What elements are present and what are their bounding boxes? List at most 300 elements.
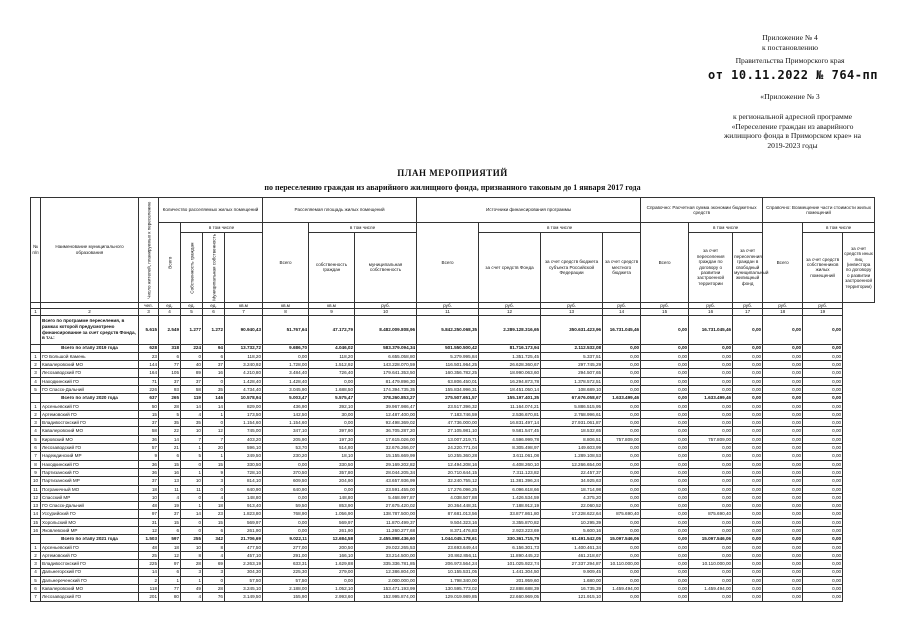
- value-cell: 0,00: [763, 535, 803, 543]
- value-cell: 4: [181, 410, 203, 418]
- value-cell: 12: [159, 551, 181, 559]
- header-comp-incl: в том числе: [803, 223, 875, 233]
- value-cell: 30,00: [309, 410, 355, 418]
- value-cell: 8: [203, 543, 225, 551]
- value-cell: 0,00: [763, 386, 803, 394]
- municipality-name: Партизанский ГО: [41, 468, 139, 476]
- table-row: [31, 444, 875, 452]
- value-cell: 1: [159, 576, 181, 584]
- value-cell: 18: [139, 485, 159, 493]
- value-cell: 7.188.912,19: [479, 502, 541, 510]
- municipality-name: Кировский МО: [41, 435, 139, 443]
- table-row: [31, 468, 875, 476]
- value-cell: 0,00: [763, 377, 803, 385]
- value-cell: 23.591.455,00: [355, 485, 417, 493]
- value-cell: 0,00: [733, 444, 763, 452]
- value-cell: 0,00: [603, 386, 641, 394]
- value-cell: 0,00: [603, 452, 641, 460]
- value-cell: 0,00: [763, 485, 803, 493]
- value-cell: 155.197.401,35: [479, 394, 541, 402]
- value-cell: 457,10: [225, 551, 263, 559]
- value-cell: 0,00: [733, 518, 763, 526]
- value-cell: 149.603,99: [541, 444, 603, 452]
- municipality-name: Владивостокский ГО: [41, 419, 139, 427]
- header-count-group: Количество расселяемых жилых помещений: [159, 198, 263, 223]
- value-cell: 335.336.781,85: [355, 560, 417, 568]
- value-cell: 18: [159, 543, 181, 551]
- value-cell: 36: [139, 460, 159, 468]
- document-subtitle: по переселению граждан из аварийного жилищного фонда, признанного таковым до 1 января 2017 года: [264, 183, 641, 192]
- municipality-name: Кавалеровский МО: [41, 361, 139, 369]
- value-cell: 357,80: [309, 468, 355, 476]
- value-cell: 9.504.323,16: [417, 518, 479, 526]
- value-cell: 164: [139, 369, 159, 377]
- value-cell: 0,00: [641, 468, 689, 476]
- value-cell: 0,00: [689, 477, 733, 485]
- header-name: Наименование муниципального образования: [41, 198, 139, 303]
- value-cell: 47.172,79: [309, 315, 355, 344]
- value-cell: 728,10: [225, 468, 263, 476]
- value-cell: 58: [139, 427, 159, 435]
- value-cell: 0,00: [733, 427, 763, 435]
- value-cell: 29.022.265,53: [355, 543, 417, 551]
- plan-table-container: [30, 197, 875, 633]
- municipality-name: Находкинский ГО: [41, 460, 139, 468]
- value-cell: 28: [159, 402, 181, 410]
- value-cell: 5: [159, 410, 181, 418]
- value-cell: 0,00: [763, 510, 803, 518]
- value-cell: 94: [203, 344, 225, 352]
- value-cell: 8: [181, 551, 203, 559]
- value-cell: 0,00: [763, 315, 803, 344]
- column-number-cell: 1: [31, 309, 41, 315]
- value-cell: 0,00: [733, 394, 763, 402]
- table-row: [31, 518, 875, 526]
- header-count-citizens: Собственность граждан: [181, 233, 203, 303]
- value-cell: 3: [203, 477, 225, 485]
- value-cell: 0,00: [733, 410, 763, 418]
- value-cell: 0: [203, 485, 225, 493]
- value-cell: 0,00: [763, 585, 803, 593]
- value-cell: 5.842.250.068,35: [417, 315, 479, 344]
- value-cell: 119: [181, 394, 203, 402]
- value-cell: 350.631.423,96: [541, 315, 603, 344]
- value-cell: 155.834.996,31: [417, 386, 479, 394]
- header-regional: за счет средств бюджета субъекта Российской Федерации: [541, 233, 603, 303]
- value-cell: 1.728,00: [263, 361, 309, 369]
- municipality-name: Кавалеровский МО: [41, 585, 139, 593]
- value-cell: 0,00: [689, 352, 733, 360]
- value-cell: 757.809,00: [603, 435, 641, 443]
- value-cell: 0,00: [263, 527, 309, 535]
- program-reference: [690, 112, 895, 150]
- row-number: 16: [31, 527, 41, 535]
- value-cell: 63.806.450,01: [417, 377, 479, 385]
- program-ref-line: жилищного фонда в Приморском крае» на: [723, 131, 862, 140]
- value-cell: 4: [181, 593, 203, 601]
- value-cell: 0,00: [803, 315, 843, 344]
- value-cell: 1.441.304,50: [479, 568, 541, 576]
- value-cell: 330.361.715,79: [479, 535, 541, 543]
- value-cell: 15.097.546,06: [603, 535, 641, 543]
- value-cell: 0,00: [763, 518, 803, 526]
- value-cell: 0,00: [689, 444, 733, 452]
- value-cell: 0,00: [733, 551, 763, 559]
- value-cell: 0,00: [763, 410, 803, 418]
- value-cell: 16.294.873,78: [479, 377, 541, 385]
- value-cell: 275.507.651,57: [417, 394, 479, 402]
- value-cell: 16.831.497,14: [479, 419, 541, 427]
- value-cell: 0,00: [763, 419, 803, 427]
- value-cell: 0,00: [603, 444, 641, 452]
- value-cell: 5.615: [139, 315, 159, 344]
- municipality-name: Кавалеровский МО: [41, 427, 139, 435]
- value-cell: 11.890.445,22: [479, 551, 541, 559]
- value-cell: 0,00: [803, 419, 843, 427]
- value-cell: 11.381.396,24: [479, 477, 541, 485]
- value-cell: 116.501.964,25: [417, 361, 479, 369]
- value-cell: 129.019.989,85: [417, 593, 479, 601]
- value-cell: 53,70: [263, 444, 309, 452]
- row-number: 8: [31, 460, 41, 468]
- value-cell: 224: [181, 344, 203, 352]
- municipality-name: Артемовский ГО: [41, 551, 139, 559]
- value-cell: 0,00: [641, 315, 689, 344]
- value-cell: 0,00: [733, 402, 763, 410]
- row-number: 3: [31, 419, 41, 427]
- value-cell: 20.710.644,15: [417, 468, 479, 476]
- value-cell: 5.468.997,87: [355, 493, 417, 501]
- value-cell: 609,50: [263, 477, 309, 485]
- value-cell: 0,00: [763, 551, 803, 559]
- municipality-name: ГО Большой Камень: [41, 352, 139, 360]
- municipality-name: Партизанский МР: [41, 477, 139, 485]
- value-cell: 142,50: [263, 410, 309, 418]
- value-cell: 0,00: [733, 468, 763, 476]
- value-cell: 15: [203, 460, 225, 468]
- value-cell: 166,10: [309, 551, 355, 559]
- value-cell: 0,00: [763, 352, 803, 360]
- value-cell: 0,00: [641, 386, 689, 394]
- value-cell: 279,00: [309, 568, 355, 576]
- value-cell: 461.218,67: [541, 551, 603, 559]
- value-cell: 57,50: [225, 576, 263, 584]
- unit-cell: чел.: [139, 302, 159, 308]
- value-cell: 1.044.045.178,61: [417, 535, 479, 543]
- value-cell: 0,00: [689, 369, 733, 377]
- value-cell: 21.706,69: [225, 535, 263, 543]
- value-cell: 1: [181, 502, 203, 510]
- value-cell: 0,00: [689, 518, 733, 526]
- value-cell: 14: [181, 402, 203, 410]
- value-cell: 0,00: [603, 361, 641, 369]
- value-cell: 12: [203, 427, 225, 435]
- value-cell: 4.038.507,88: [417, 493, 479, 501]
- value-cell: 12.494.208,16: [417, 460, 479, 468]
- municipality-name: Лесозаводский ГО: [41, 369, 139, 377]
- document-title: ПЛАН МЕРОПРИЯТИЙ: [397, 168, 508, 178]
- value-cell: 11.164.074,21: [479, 402, 541, 410]
- value-cell: 1: [181, 444, 203, 452]
- value-cell: 90.940,43: [225, 315, 263, 344]
- unit-cell: кв.м: [263, 302, 309, 308]
- value-cell: 1.688,50: [309, 386, 355, 394]
- column-number-cell: 13: [541, 309, 603, 315]
- unit-cell: руб.: [355, 302, 417, 308]
- row-number: 15: [31, 518, 41, 526]
- value-cell: 173,50: [225, 410, 263, 418]
- value-cell: 130.595.773,02: [417, 585, 479, 593]
- value-cell: 1.154,60: [263, 419, 309, 427]
- header-savings-total: Всего: [641, 223, 689, 303]
- value-cell: 3.245,10: [225, 585, 263, 593]
- value-cell: 1.056,90: [309, 510, 355, 518]
- column-number-cell: 11: [417, 309, 479, 315]
- column-number-cell: 18: [763, 309, 803, 315]
- value-cell: 49: [181, 585, 203, 593]
- table-row: [31, 452, 875, 460]
- value-cell: 2.549: [159, 315, 181, 344]
- value-cell: 0,00: [763, 493, 803, 501]
- value-cell: 37: [159, 377, 181, 385]
- value-cell: 226: [139, 386, 159, 394]
- value-cell: 21: [159, 444, 181, 452]
- value-cell: 0,00: [803, 568, 843, 576]
- value-cell: 2.188,00: [263, 585, 309, 593]
- value-cell: 10.295,39: [541, 518, 603, 526]
- value-cell: 12.266.654,00: [541, 460, 603, 468]
- header-local: за счет средств местного бюджета: [603, 233, 641, 303]
- value-cell: 2.455.898.436,60: [355, 535, 417, 543]
- value-cell: 0,00: [803, 518, 843, 526]
- value-cell: 5.886.515,95: [541, 402, 603, 410]
- value-cell: 1.633.499,46: [603, 394, 641, 402]
- table-row: [31, 427, 875, 435]
- value-cell: 10: [181, 427, 203, 435]
- value-cell: 201: [139, 593, 159, 601]
- header-fund: за счет средств Фонда: [479, 233, 541, 303]
- value-cell: 5.279.995,84: [417, 352, 479, 360]
- table-row: [31, 551, 875, 559]
- value-cell: 4.408.260,10: [479, 460, 541, 468]
- value-cell: 745,00: [225, 427, 263, 435]
- value-cell: 342: [203, 535, 225, 543]
- value-cell: 118: [139, 585, 159, 593]
- value-cell: 913,40: [225, 502, 263, 510]
- value-cell: 0,00: [689, 551, 733, 559]
- row-number: [31, 535, 41, 543]
- value-cell: 0,00: [763, 452, 803, 460]
- value-cell: 0,00: [603, 402, 641, 410]
- row-number: 9: [31, 468, 41, 476]
- column-number-cell: 5: [181, 309, 203, 315]
- value-cell: 20.862.856,11: [417, 551, 479, 559]
- value-cell: 2.536.670,81: [479, 410, 541, 418]
- value-cell: 10.110.000,00: [603, 560, 641, 568]
- value-cell: 35: [159, 419, 181, 427]
- value-cell: 261,90: [309, 527, 355, 535]
- value-cell: 4.046,02: [309, 344, 355, 352]
- header-savings-free-fund: за счет переселения граждан в свободный муниципальный жилищный фонд: [733, 233, 763, 303]
- value-cell: 0,00: [689, 493, 733, 501]
- value-cell: 0,00: [309, 485, 355, 493]
- value-cell: 0,00: [689, 427, 733, 435]
- value-cell: 81.716.173,94: [479, 344, 541, 352]
- value-cell: 0,00: [641, 444, 689, 452]
- value-cell: 10: [181, 477, 203, 485]
- value-cell: 39.967.986,47: [355, 402, 417, 410]
- value-cell: 11.870.499,37: [355, 518, 417, 526]
- value-cell: 0,00: [689, 468, 733, 476]
- value-cell: 14: [139, 568, 159, 576]
- value-cell: 3: [181, 568, 203, 576]
- value-cell: 22.660.969,05: [479, 593, 541, 601]
- unit-cell: руб.: [603, 302, 641, 308]
- value-cell: 0,00: [733, 435, 763, 443]
- value-cell: 0,00: [603, 369, 641, 377]
- value-cell: 80: [159, 593, 181, 601]
- value-cell: 43.657.936,99: [355, 477, 417, 485]
- stage-total-row: [31, 344, 875, 352]
- value-cell: 6.156.301,73: [479, 543, 541, 551]
- unit-cell: ед.: [159, 302, 181, 308]
- value-cell: 57: [139, 444, 159, 452]
- value-cell: 596,10: [225, 444, 263, 452]
- value-cell: 0,00: [803, 344, 843, 352]
- value-cell: 1.154,60: [225, 419, 263, 427]
- value-cell: 8.482.009.808,96: [355, 315, 417, 344]
- value-cell: 1.633.499,46: [689, 394, 733, 402]
- column-number-cell: 9: [309, 309, 355, 315]
- value-cell: 0,00: [803, 493, 843, 501]
- value-cell: 35: [181, 419, 203, 427]
- value-cell: 23: [139, 352, 159, 360]
- value-cell: 0,00: [803, 352, 843, 360]
- value-cell: 1.459.494,00: [689, 585, 733, 593]
- unit-cell: руб.: [803, 302, 843, 308]
- value-cell: 2.768.996,61: [541, 410, 603, 418]
- row-number: 4: [31, 377, 41, 385]
- table-row: [31, 369, 875, 377]
- value-cell: 197,30: [309, 435, 355, 443]
- municipality-name: Всего по этапу 2020 года: [41, 394, 139, 402]
- value-cell: 61.491.542,05: [541, 535, 603, 543]
- stage-total-row: [31, 535, 875, 543]
- value-cell: 47.736.000,00: [417, 419, 479, 427]
- value-cell: 5: [181, 452, 203, 460]
- value-cell: 1.629,88: [309, 560, 355, 568]
- value-cell: 6: [203, 527, 225, 535]
- header-savings-development: за счет переселения граждан по договору о развитии застроенной территории: [689, 233, 733, 303]
- header-finance-group: Источники финансирования программы: [417, 198, 641, 223]
- value-cell: 9.581.547,45: [479, 427, 541, 435]
- value-cell: 7.183.746,59: [417, 410, 479, 418]
- value-cell: 27.675.420,02: [355, 502, 417, 510]
- value-cell: 261,90: [225, 527, 263, 535]
- value-cell: 1.459.494,00: [603, 585, 641, 593]
- value-cell: 0,00: [603, 502, 641, 510]
- annex-3-label: «Приложение № 3: [760, 92, 820, 101]
- value-cell: 4.734,40: [225, 386, 263, 394]
- value-cell: 5.337,51: [541, 352, 603, 360]
- value-cell: 25: [139, 551, 159, 559]
- row-number: 5: [31, 576, 41, 584]
- value-cell: 22.888.688,39: [479, 585, 541, 593]
- row-number: 2: [31, 551, 41, 559]
- value-cell: 726,40: [309, 369, 355, 377]
- value-cell: 0,00: [733, 352, 763, 360]
- value-cell: 12.386.804,00: [355, 568, 417, 576]
- value-cell: 4: [203, 493, 225, 501]
- value-cell: 0,00: [733, 593, 763, 601]
- value-cell: 633,31: [263, 560, 309, 568]
- value-cell: 71: [139, 377, 159, 385]
- column-number-cell: 8: [263, 309, 309, 315]
- value-cell: 0,00: [689, 485, 733, 493]
- value-cell: 0,00: [763, 593, 803, 601]
- value-cell: 0,00: [733, 377, 763, 385]
- annex-line: Правительства Приморского края: [735, 56, 845, 65]
- value-cell: 138.787.500,00: [355, 510, 417, 518]
- value-cell: 18.714,98: [541, 485, 603, 493]
- value-cell: 28.044.205,34: [355, 468, 417, 476]
- value-cell: 0,00: [763, 369, 803, 377]
- unit-cell: руб.: [641, 302, 689, 308]
- header-num: № п/п: [31, 198, 41, 303]
- value-cell: 15: [203, 518, 225, 526]
- value-cell: 9.909,45: [541, 568, 603, 576]
- value-cell: 0,00: [603, 344, 641, 352]
- value-cell: 0,00: [733, 315, 763, 344]
- value-cell: 1.277: [181, 315, 203, 344]
- table-row: [31, 560, 875, 568]
- value-cell: 0,00: [803, 369, 843, 377]
- value-cell: 16: [159, 468, 181, 476]
- value-cell: 1.428,40: [225, 377, 263, 385]
- value-cell: 37: [139, 477, 159, 485]
- column-number-cell: 19: [803, 309, 843, 315]
- value-cell: 87.681.013,56: [417, 510, 479, 518]
- value-cell: 0,00: [689, 452, 733, 460]
- value-cell: 179.641.353,50: [355, 369, 417, 377]
- municipality-name: Владивостокский ГО: [41, 560, 139, 568]
- value-cell: 0,00: [309, 419, 355, 427]
- value-cell: 17.276.096,25: [417, 485, 479, 493]
- value-cell: 0: [181, 527, 203, 535]
- value-cell: 0,00: [689, 344, 733, 352]
- value-cell: 16.735,39: [541, 585, 603, 593]
- value-cell: 330,50: [225, 460, 263, 468]
- value-cell: 37: [139, 419, 159, 427]
- value-cell: 1.272: [203, 315, 225, 344]
- value-cell: 0,00: [733, 502, 763, 510]
- value-cell: 436,90: [263, 402, 309, 410]
- value-cell: 0,00: [641, 502, 689, 510]
- row-number: 10: [31, 477, 41, 485]
- value-cell: 174.394.735,35: [355, 386, 417, 394]
- header-area-municipal: муниципальная собственность: [355, 233, 417, 303]
- header-count-municipal: Муниципальная собственность: [203, 233, 225, 303]
- value-cell: 1.798.340,00: [417, 576, 479, 584]
- value-cell: 255: [181, 535, 203, 543]
- row-number: 4: [31, 427, 41, 435]
- column-number-cell: 16: [689, 309, 733, 315]
- row-number: 5: [31, 386, 41, 394]
- value-cell: 16.731.045,46: [603, 315, 641, 344]
- value-cell: 0,00: [763, 344, 803, 352]
- value-cell: 0,00: [641, 402, 689, 410]
- value-cell: 17.615.026,00: [355, 435, 417, 443]
